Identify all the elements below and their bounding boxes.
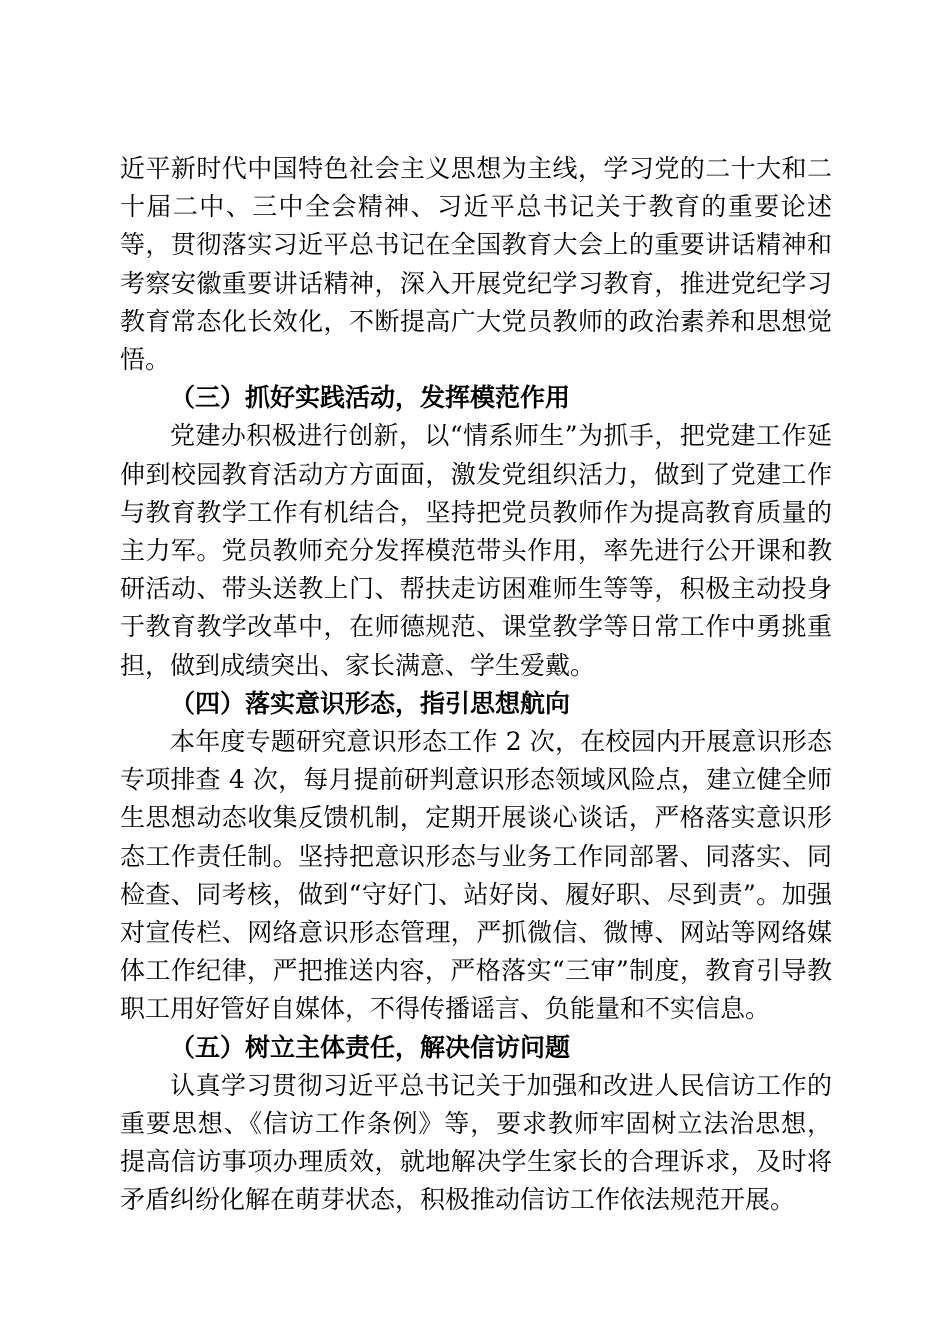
section-heading-petition: （五）树立主体责任，解决信访问题 [170, 1032, 571, 1062]
section-heading-practice: （三）抓好实践活动，发挥模范作用 [170, 383, 571, 413]
paragraph-continuation: 近平新时代中国特色社会主义思想为主线，学习党的二十大和二十届二中、三中全会精神、习近平总书记关于教育的重要论述等，贯彻落实习近平总书记在全国教育大会上的重要讲话精神和考察安徽重要讲话精神，深入开展党纪学习教育，推进党纪学习教育常态化长效化，不断提高广大党员教师的政治素养和思想觉悟。 [120, 154, 832, 375]
paragraph-practice: 党建办积极进行创新，以“情系师生”为抓手，把党建工作延伸到校园教育活动方方面面，激发党组织活力，做到了党建工作与教育教学工作有机结合，坚持把党员教师作为提高教育质量的主力军。党员教师充分发挥模范带头作用，率先进行公开课和教研活动、带头送教上门、帮扶走访困难师生等等，积极主动投身于教育教学改革中，在师德规范、课堂教学等日常工作中勇挑重担，做到成绩突出、家长满意、学生爱戴。 [120, 421, 832, 680]
paragraph-petition: 认真学习贯彻习近平总书记关于加强和改进人民信访工作的重要思想、《信访工作条例》等，要求教师牢固树立法治思想，提高信访事项办理质效，就地解决学生家长的合理诉求，及时将矛盾纠纷化解在萌芽状态，积极推动信访工作依法规范开展。 [120, 1070, 832, 1215]
section-heading-ideology: （四）落实意识形态，指引思想航向 [170, 688, 571, 718]
paragraph-ideology: 本年度专题研究意识形态工作 2 次，在校园内开展意识形态专项排查 4 次，每月提前研判意识形态领域风险点，建立健全师生思想动态收集反馈机制，定期开展谈心谈话，严格落实意识形态工作责任制。坚持把意识形态与业务工作同部署、同落实、同检查、同考核，做到“守好门、站好岗、履好职、尽到责”。加强对宣传栏、网络意识形态管理，严抓微信、微博、网站等网络媒体工作纪律，严把推送内容，严格落实“三审”制度，教育引导教职工用好管好自媒体，不得传播谣言、负能量和不实信息。 [120, 727, 832, 1024]
document-page [120, 150, 832, 1220]
